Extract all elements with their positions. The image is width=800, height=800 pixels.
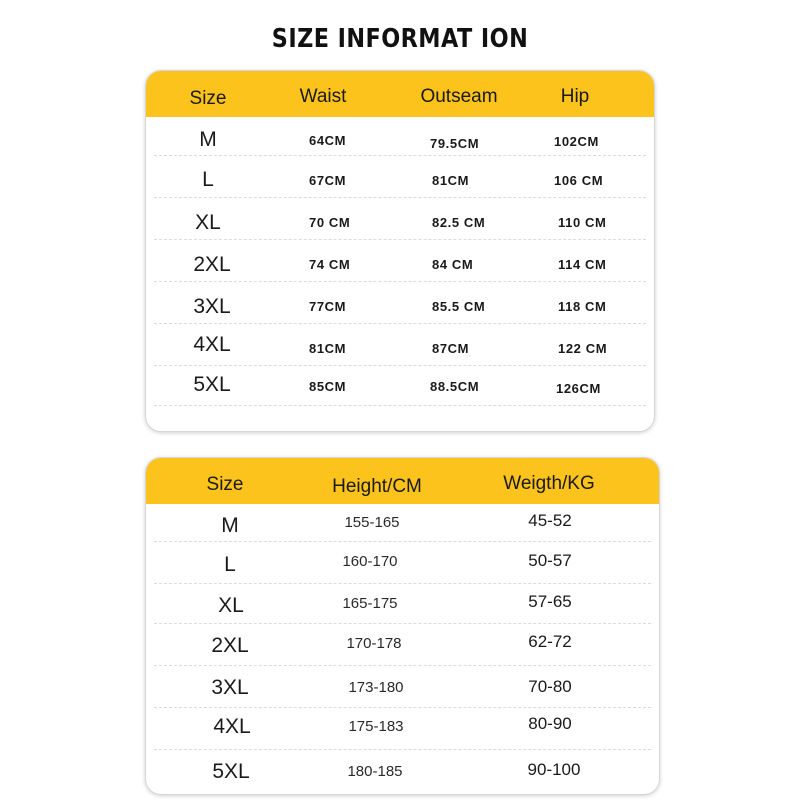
hip-value: 110 CM [558,215,607,230]
weight-value: 80-90 [528,714,572,733]
height-value: 160-170 [342,553,398,570]
table-row-size: 2XL [211,634,249,657]
header-height: Height/CM [332,476,422,497]
table-row-size: 3XL [211,676,249,699]
hip-value: 114 CM [558,257,607,272]
table-row-size: 5XL [193,373,231,396]
table-row-size: 2XL [193,253,231,276]
header-waist: Waist [299,86,347,107]
waist-value: 74 CM [309,257,351,272]
weight-value: 70-80 [528,677,572,696]
table-row-size: 3XL [193,295,231,318]
hip-value: 106 CM [554,173,604,188]
waist-value: 77CM [309,299,347,314]
hip-value: 118 CM [558,299,607,314]
height-value: 165-175 [342,595,398,612]
table-row-size: L [224,553,236,576]
outseam-value: 81CM [432,173,470,188]
table-row-size: M [221,514,239,537]
table-row-size: L [202,168,214,191]
height-value: 170-178 [346,635,402,652]
table-row-size: XL [195,211,221,234]
table-header [146,458,659,504]
weight-value: 50-57 [528,551,572,570]
header-size: Size [206,474,244,495]
weight-value: 90-100 [527,760,581,779]
waist-value: 64CM [309,133,347,148]
height-value: 175-183 [348,718,404,735]
table-header [146,71,654,117]
outseam-value: 87CM [432,341,470,356]
weight-value: 57-65 [528,592,572,611]
outseam-value: 88.5CM [430,379,480,394]
height-value: 173-180 [348,679,404,696]
table-row-size: 4XL [193,333,231,356]
table-row-size: M [199,128,217,151]
header-outseam: Outseam [420,86,498,107]
header-weight: Weigth/KG [503,473,595,494]
weight-value: 45-52 [528,511,572,530]
waist-value: 81CM [309,341,347,356]
table-row-size: 5XL [212,760,250,783]
waist-value: 67CM [309,173,347,188]
outseam-value: 84 CM [432,257,474,272]
waist-value: 85CM [309,379,347,394]
hip-value: 102CM [554,134,599,149]
waist-value: 70 CM [309,215,351,230]
height-value: 180-185 [347,763,403,780]
header-hip: Hip [560,86,590,107]
outseam-value: 82.5 CM [432,215,486,230]
size-measurements-table [145,70,655,432]
header-size: Size [189,88,227,109]
outseam-value: 79.5CM [430,136,480,151]
table-row-size: 4XL [213,715,251,738]
weight-value: 62-72 [528,632,572,651]
hip-value: 122 CM [558,341,608,356]
outseam-value: 85.5 CM [432,299,486,314]
height-value: 155-165 [344,514,400,531]
table-row-size: XL [218,594,244,617]
page-title: SIZE INFORMAT ION [271,24,529,54]
hip-value: 126CM [556,381,601,396]
size-body-fit-table [145,457,660,795]
